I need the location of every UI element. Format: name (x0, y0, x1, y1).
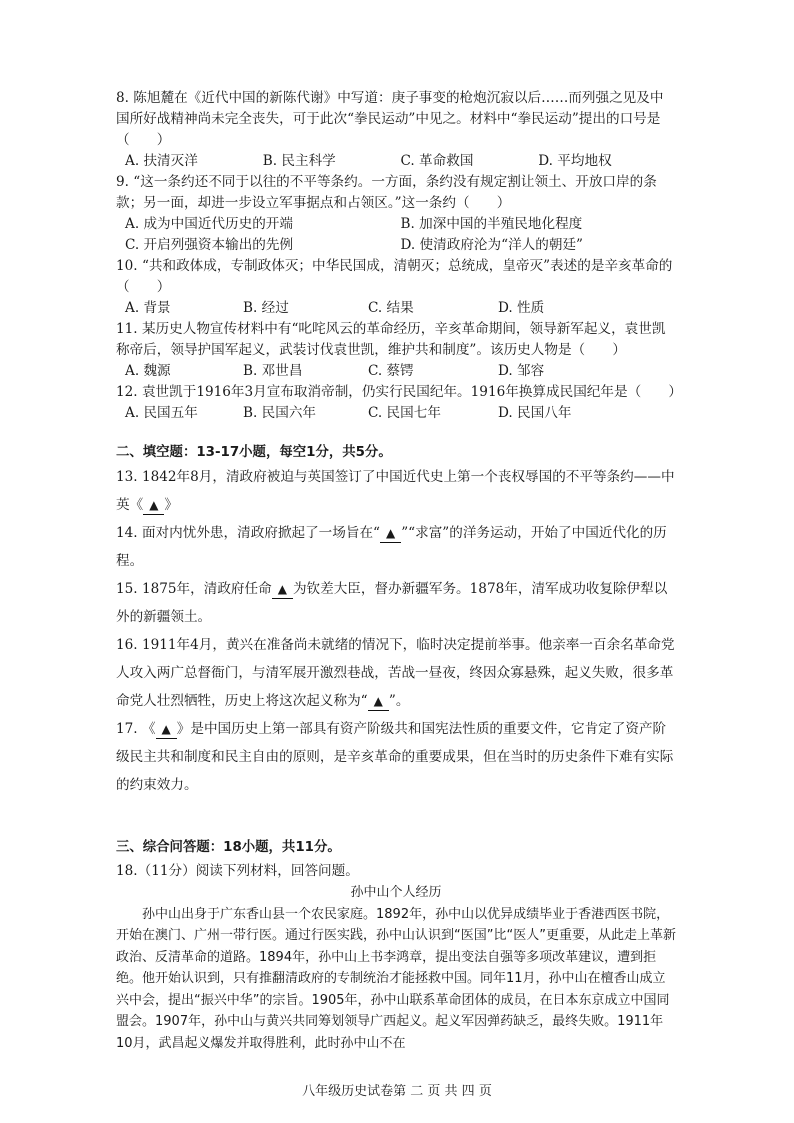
option-a: A. 背景 (125, 300, 171, 316)
options-row (116, 403, 676, 424)
option-a: A. 扶清灭洋 (125, 153, 198, 169)
question-17: 17. 《 ▲ 》是中国历史上第一部具有资产阶级共和国宪法性质的重要文件，它肯定了资产阶级民主共和制度和民主自由的原则，是辛亥革命的重要成果，但在当时的历史条件下难有实际的约束效力。 (116, 721, 674, 793)
question-stem: 8. 陈旭麓在《近代中国的新陈代谢》中写道：庚子事变的枪炮沉寂以后……而列强之见及中国所好战精神尚未完全丧失，可于此次“拳民运动”中见之。材料中“拳民运动”提出的口号是（ ） (116, 90, 664, 148)
option-c: C. 民国七年 (368, 405, 441, 421)
question-16: 16. 1911年4月，黄兴在准备尚未就绪的情况下，临时决定提前举事。他亲率一百余名革命党人攻入两广总督衙门，与清军展开激烈巷战，苦战一昼夜，终因众寡悬殊，起义失败，很多革命党人壮烈牺牲，历史上将这次起义称为“ ▲ ”。 (116, 637, 675, 709)
material-text: 孙中山出身于广东香山县一个农民家庭。1892年，孙中山以优异成绩毕业于香港西医书院，开始在澳门、广州一带行医。通过行医实践，孙中山认识到“医国”比“医人”更重要，从此走上革新政治、反清革命的道路。1894年，孙中山上书李鸿章，提出变法自强等多项改革建议，遭到拒绝。他开始认识到，只有推翻清政府的专制统治才能拯救中国。同年11月，孙中山在檀香山成立兴中会，提出“振兴中华”的宗旨。1905年，孙中山联系革命团体的成员，在日本东京成立中国同盟会。1907年，孙中山与黄兴共同筹划领导广西起义。起义军因弹药缺乏，最终失败。1911年10月，武昌起义爆发并取得胜利，此时孙中山不在 (116, 906, 676, 1051)
option-a: A. 民国五年 (125, 405, 198, 421)
question-10 (116, 256, 676, 319)
question-stem: 11. 某历史人物宣传材料中有“叱咤风云的革命经历，辛亥革命期间，领导新军起义，袁世凯称帝后，领导护国军起义，武装讨伐袁世凯，维护共和制度”。该历史人物是（ ） (116, 321, 666, 358)
fill-in-questions (116, 463, 676, 799)
option-d: D. 平均地权 (538, 153, 612, 169)
option-b: B. 加深中国的半殖民地化程度 (400, 216, 583, 232)
question-14: 14. 面对内忧外患，清政府掀起了一场旨在“ ▲ ”“求富”的洋务运动，开始了中国近代化的历程。 (116, 525, 667, 569)
answer-blank[interactable]: ▲ (272, 580, 293, 599)
question-9 (116, 172, 676, 256)
question-stem: 10. “共和政体成，专制政体灭；中华民国成，清朝灭；总统成，皇帝灭”表述的是辛亥革命的（ ） (116, 258, 673, 295)
question-stem: 12. 袁世凯于1916年3月宣布取消帝制，仍实行民国纪年。1916年换算成民国纪年是（ ） (116, 384, 682, 400)
option-d: D. 民国八年 (498, 405, 572, 421)
option-a: A. 成为中国近代历史的开端 (125, 216, 293, 232)
question-15: 15. 1875年，清政府任命 ▲ 为钦差大臣，督办新疆军务。1878年，清军成功收复除伊犁以外的新疆领土。 (116, 581, 668, 625)
question-12 (116, 382, 682, 424)
question-13: 13. 1842年8月，清政府被迫与英国签订了中国近代史上第一个丧权辱国的不平等条约——中英《 ▲ 》 (116, 469, 675, 513)
option-b: B. 民主科学 (262, 153, 336, 169)
option-d: D. 使清政府沦为“洋人的朝廷” (400, 237, 583, 253)
options-row (116, 235, 676, 256)
option-b: B. 民国六年 (243, 405, 317, 421)
option-b: B. 邓世昌 (243, 363, 303, 379)
options-row (116, 214, 676, 235)
options-row (116, 151, 676, 172)
option-c: C. 蔡锷 (368, 363, 414, 379)
section-3-title: 三、综合问答题：18小题，共11分。 (116, 840, 341, 855)
answer-blank[interactable]: ▲ (156, 720, 177, 739)
options-row (116, 298, 676, 319)
exam-content (116, 88, 682, 1054)
question-18-stem: 18.（11分）阅读下列材料，回答问题。 (116, 863, 359, 879)
option-d: D. 邹容 (498, 363, 545, 379)
option-d: D. 性质 (498, 300, 545, 316)
answer-blank[interactable]: ▲ (368, 692, 389, 711)
option-b: B. 经过 (243, 300, 289, 316)
page-footer: 八年级历史试卷第 二 页 共 四 页 (302, 1084, 492, 1099)
option-c: C. 开启列强资本输出的先例 (125, 237, 294, 253)
question-stem: 9. “这一条约还不同于以往的不平等条约。一方面，条约没有规定割让领土、开放口岸的条款；另一面，却进一步设立军事据点和占领区。”这一条约（ ） (116, 174, 657, 211)
answer-blank[interactable]: ▲ (143, 496, 164, 515)
option-c: C. 革命救国 (400, 153, 474, 169)
question-11 (116, 319, 676, 382)
question-8 (116, 88, 676, 172)
option-c: C. 结果 (368, 300, 414, 316)
options-row (116, 361, 676, 382)
answer-blank[interactable]: ▲ (380, 524, 401, 543)
option-a: A. 魏源 (125, 363, 171, 379)
material-title: 孙中山个人经历 (350, 885, 442, 900)
section-2-title: 二、填空题：13-17小题，每空1分，共5分。 (116, 445, 392, 460)
